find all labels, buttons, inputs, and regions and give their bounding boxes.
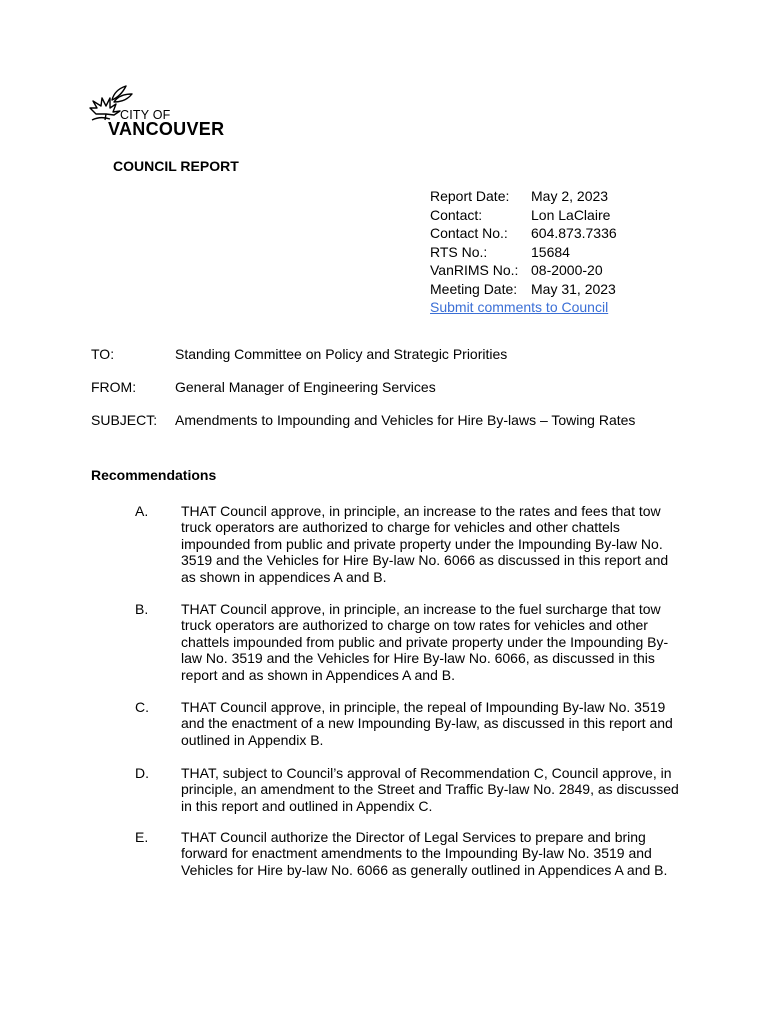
recommendation-letter: A.: [135, 503, 149, 519]
recommendation-item: [135, 601, 695, 683]
text-line: THAT Council approve, in principle, the repeal of Impounding By-law No. 3519: [181, 699, 666, 715]
to-value: Standing Committee on Policy and Strategic Priorities: [175, 346, 508, 362]
text-line: forward for enactment amendments to the Impounding By-law No. 3519 and: [181, 845, 652, 862]
recommendation-text: [181, 503, 695, 585]
from-value: General Manager of Engineering Services: [175, 379, 436, 395]
addressing-from: [91, 379, 436, 395]
subject-label: SUBJECT:: [91, 412, 158, 428]
recommendation-item: [135, 765, 695, 814]
meta-row-contact-no: [430, 224, 617, 243]
meta-label: RTS No.:: [430, 243, 488, 260]
text-line: outlined in Appendix B.: [181, 731, 324, 748]
recommendation-letter: B.: [135, 601, 149, 617]
meta-value: 08-2000-20: [531, 262, 603, 278]
meta-row-contact: [430, 206, 617, 225]
text-line: THAT Council approve, in principle, an increase to the fuel surcharge that tow: [181, 601, 661, 617]
recommendation-item: [135, 699, 695, 748]
meta-row-meeting-date: [430, 280, 617, 299]
meta-label: Meeting Date:: [430, 280, 518, 297]
recommendation-text: [181, 765, 695, 814]
meta-value: 15684: [531, 243, 570, 260]
addressing-to: [91, 346, 507, 362]
from-label: FROM:: [91, 379, 137, 395]
text-line: chattels impounded from public and private property under the Impounding By-: [181, 633, 669, 650]
meta-value: Lon LaClaire: [531, 206, 611, 223]
logo-city-of: CITY OF: [120, 108, 171, 122]
text-line: truck operators are authorized to charge on tow rates for vehicles and other: [181, 617, 648, 634]
text-line: Vehicles for Hire by-law No. 6066 as generally outlined in Appendices A and B.: [181, 861, 668, 878]
text-line: THAT, subject to Council’s approval of Recommendation C, Council approve, in: [181, 765, 672, 781]
text-line: in this report and outlined in Appendix C.: [181, 797, 433, 814]
recommendation-letter: E.: [135, 829, 149, 845]
meta-row-vanrims: [430, 261, 617, 280]
recommendation-text: [181, 829, 695, 878]
meta-value: May 31, 2023: [531, 280, 616, 297]
meta-label: Contact No.:: [430, 225, 508, 241]
text-line: impounded from public and private property under the Impounding By-law No.: [181, 535, 663, 552]
logo-vancouver: VANCOUVER: [108, 119, 225, 139]
text-line: principle, an amendment to the Street and Traffic By-law No. 2849, as discussed: [181, 781, 679, 798]
recommendation-letter: C.: [135, 699, 149, 715]
subject-value: Amendments to Impounding and Vehicles for Hire By-laws – Towing Rates: [175, 412, 636, 428]
meta-row-rts: [430, 243, 617, 262]
meta-value: May 2, 2023: [531, 188, 609, 204]
meta-label: VanRIMS No.:: [430, 262, 519, 278]
report-meta: [430, 187, 617, 317]
text-line: THAT Council authorize the Director of Legal Services to prepare and bring: [181, 829, 646, 845]
recommendation-text: [181, 699, 695, 748]
addressing-subject: [91, 412, 635, 428]
report-title: COUNCIL REPORT: [113, 158, 239, 174]
to-label: TO:: [91, 346, 115, 362]
meta-value: 604.873.7336: [531, 225, 617, 241]
recommendation-letter: D.: [135, 765, 149, 781]
text-line: law No. 3519 and the Vehicles for Hire By-law No. 6066, as discussed in this: [181, 650, 655, 667]
meta-row-report-date: [430, 187, 617, 206]
text-line: as shown in appendices A and B.: [181, 568, 387, 585]
text-line: THAT Council approve, in principle, an increase to the rates and fees that tow: [181, 503, 661, 519]
recommendation-item: [135, 503, 695, 585]
text-line: report and as shown in Appendices A and B.: [181, 666, 455, 683]
text-line: and the enactment of a new Impounding By-law, as discussed in this report and: [181, 715, 673, 732]
text-line: 3519 and the Vehicles for Hire By-law No. 6066 as discussed in this report and: [181, 552, 669, 569]
meta-label: Contact:: [430, 206, 483, 223]
meta-row-submit: [430, 298, 617, 317]
recommendations-heading: Recommendations: [91, 467, 217, 483]
meta-label: Report Date:: [430, 188, 510, 204]
city-of-vancouver-logo: [88, 84, 238, 140]
submit-comments-link[interactable]: Submit comments to Council: [430, 299, 609, 315]
recommendation-item: [135, 829, 695, 878]
text-line: truck operators are authorized to charge for vehicles and other chattels: [181, 519, 620, 536]
recommendation-text: [181, 601, 695, 683]
